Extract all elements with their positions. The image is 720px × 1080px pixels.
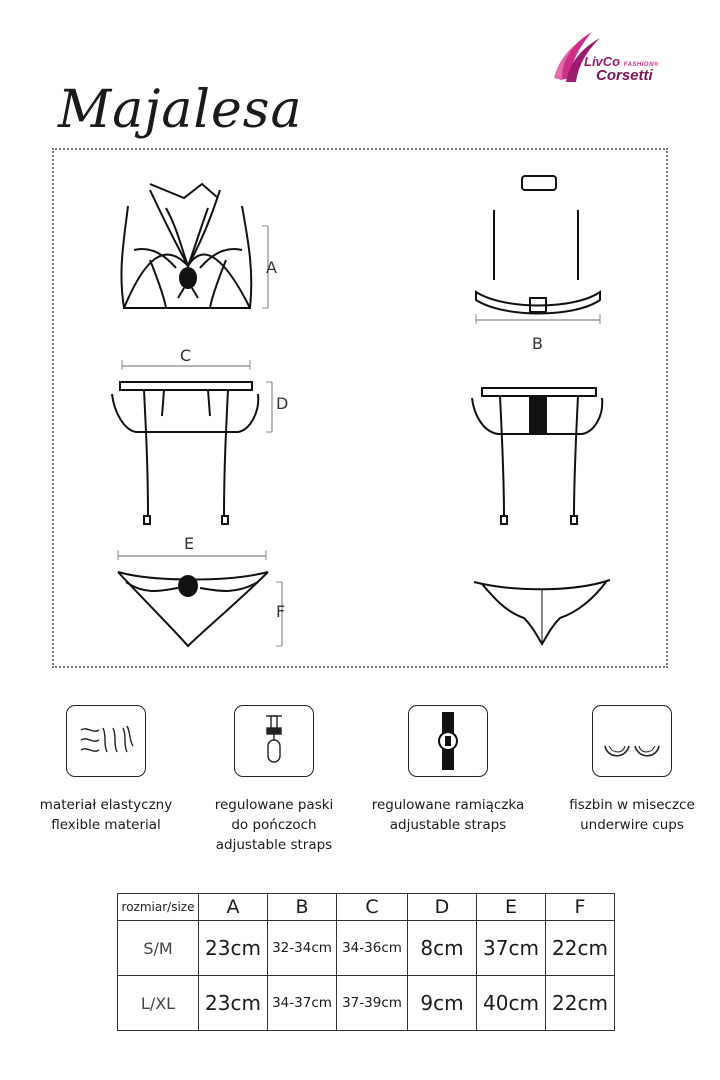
bra-front-drawing (121, 184, 268, 308)
brand-line1: LivCo FASHION® (584, 54, 659, 69)
size-cell: S/M (118, 921, 199, 976)
value-cell: 22cm (546, 921, 615, 976)
feature-underwire-cups (542, 705, 720, 835)
elastic-material-icon (66, 705, 146, 777)
underwire-cups-icon (592, 705, 672, 777)
dimension-label-d: D (276, 394, 289, 413)
table-row (118, 921, 615, 976)
value-cell: 37-39cm (337, 976, 408, 1031)
feature-line: underwire cups (580, 817, 684, 833)
header-cell: rozmiar/size (118, 894, 199, 921)
feature-line: regulowane ramiączka (371, 797, 525, 813)
header-cell: C (337, 894, 408, 921)
feature-line: materiał elastyczny (39, 797, 173, 813)
dimension-label-f: F (276, 602, 286, 621)
value-cell: 34-36cm (337, 921, 408, 976)
feature-line: fiszbin w miseczce (569, 797, 695, 813)
header-cell: F (546, 894, 615, 921)
value-cell: 23cm (199, 921, 268, 976)
header-cell: A (199, 894, 268, 921)
value-cell: 34-37cm (268, 976, 337, 1031)
value-cell: 8cm (408, 921, 477, 976)
size-cell: L/XL (118, 976, 199, 1031)
header-cell: D (408, 894, 477, 921)
dimension-label-a: A (266, 258, 277, 277)
value-cell: 23cm (199, 976, 268, 1031)
header-cell: B (268, 894, 337, 921)
product-title: Majalesa (58, 80, 303, 140)
adjustable-shoulder-straps-icon (408, 705, 488, 777)
thong-back-drawing (474, 580, 610, 644)
table-row (118, 976, 615, 1031)
feature-line: adjustable straps (389, 817, 507, 833)
value-cell: 37cm (477, 921, 546, 976)
feature-line: flexible material (51, 817, 161, 833)
feature-line: regulowane paski (214, 797, 334, 813)
feature-adjustable-shoulder-straps (358, 705, 538, 835)
value-cell: 22cm (546, 976, 615, 1031)
garter-belt-back-drawing (472, 388, 602, 524)
adjustable-garter-straps-icon (234, 705, 314, 777)
feature-elastic-material (16, 705, 196, 835)
product-diagram-frame (52, 148, 668, 668)
value-cell: 9cm (408, 976, 477, 1031)
feature-adjustable-garter-straps (184, 705, 364, 855)
size-table-header (118, 894, 615, 921)
brand-logo (552, 28, 682, 88)
value-cell: 32-34cm (268, 921, 337, 976)
value-cell: 40cm (477, 976, 546, 1031)
brand-line2: Corsetti (596, 67, 653, 84)
feature-line: do pończoch (231, 817, 317, 833)
header-cell: E (477, 894, 546, 921)
feature-line: adjustable straps (215, 837, 333, 853)
bra-back-drawing (476, 176, 600, 324)
dimension-label-b: B (532, 334, 543, 353)
dimension-label-e: E (184, 534, 195, 553)
dimension-label-c: C (180, 346, 192, 365)
product-line-drawings (54, 150, 670, 670)
thong-front-drawing (118, 550, 282, 646)
garter-belt-front-drawing (112, 360, 272, 524)
size-table (117, 893, 615, 1031)
